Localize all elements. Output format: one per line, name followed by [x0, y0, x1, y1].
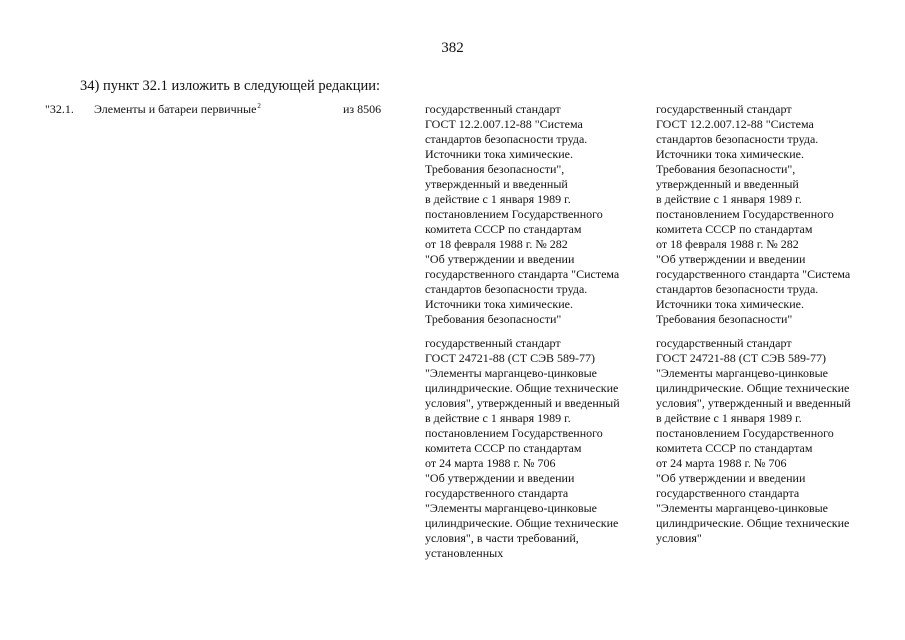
standard-line: "Элементы марганцево-цинковые: [425, 366, 598, 380]
standard-line: в действие с 1 января 1989 г.: [425, 411, 571, 425]
standard-line: цилиндрические. Общие технические: [656, 381, 850, 395]
standard-line: "Элементы марганцево-цинковые: [425, 501, 598, 515]
standard-line: "Элементы марганцево-цинковые: [656, 501, 829, 515]
standard-line: условия", утвержденный и введенный: [656, 396, 851, 410]
left-standards-column: [425, 102, 650, 561]
standard-line: Источники тока химические.: [425, 297, 573, 311]
standard-line: постановлением Государственного: [425, 207, 603, 221]
standard-line: государственного стандарта "Система: [425, 267, 620, 281]
footnote-marker: 2: [257, 102, 261, 110]
standard-line: условия": [656, 531, 702, 545]
standard-line: комитета СССР по стандартам: [656, 441, 813, 455]
standard-line: цилиндрические. Общие технические: [425, 381, 619, 395]
standard-line: от 24 марта 1988 г. № 706: [656, 456, 787, 470]
standard-line: государственный стандарт: [656, 102, 792, 116]
standard-line: в действие с 1 января 1989 г.: [656, 411, 802, 425]
standard-line: комитета СССР по стандартам: [425, 441, 582, 455]
standard-line: Источники тока химические.: [425, 147, 573, 161]
standard-line: государственный стандарт: [425, 102, 561, 116]
standard-line: стандартов безопасности труда.: [656, 132, 819, 146]
standard-line: ГОСТ 24721-88 (СТ СЭВ 589-77): [656, 351, 827, 365]
standard-line: постановлением Государственного: [425, 426, 603, 440]
standard-line: государственного стандарта: [425, 486, 569, 500]
standard-line: цилиндрические. Общие технические: [425, 516, 619, 530]
standard-line: Требования безопасности",: [656, 162, 796, 176]
standard-line: утвержденный и введенный: [656, 177, 799, 191]
standard-line: комитета СССР по стандартам: [656, 222, 813, 236]
standard-line: Требования безопасности",: [425, 162, 565, 176]
standard-line: стандартов безопасности труда.: [425, 132, 588, 146]
right-standards-column: [656, 102, 881, 546]
standard-line: государственный стандарт: [656, 336, 792, 350]
standard-line: "Об утверждении и введении: [425, 252, 575, 266]
standard-line: утвержденный и введенный: [425, 177, 568, 191]
standard-line: условия", утвержденный и введенный: [425, 396, 620, 410]
item-number: "32.1.: [45, 102, 74, 116]
standard-line: от 18 февраля 1988 г. № 282: [656, 237, 799, 251]
standard-line: Источники тока химические.: [656, 147, 804, 161]
right-standard-block-1: [656, 102, 881, 327]
standard-line: от 18 февраля 1988 г. № 282: [425, 237, 568, 251]
standard-line: государственный стандарт: [425, 336, 561, 350]
item-name-cell: [94, 102, 261, 117]
standard-line: в действие с 1 января 1989 г.: [425, 192, 571, 206]
left-standard-block-1: [425, 102, 650, 327]
standard-line: стандартов безопасности труда.: [425, 282, 588, 296]
standard-line: комитета СССР по стандартам: [425, 222, 582, 236]
standard-line: ГОСТ 12.2.007.12-88 "Система: [656, 117, 814, 131]
standard-line: условия", в части требований,: [425, 531, 579, 545]
standard-line: "Об утверждении и введении: [425, 471, 575, 485]
standard-line: Требования безопасности": [425, 312, 562, 326]
standard-line: Источники тока химические.: [656, 297, 804, 311]
standard-line: ГОСТ 24721-88 (СТ СЭВ 589-77): [425, 351, 596, 365]
standard-line: "Элементы марганцево-цинковые: [656, 366, 829, 380]
page-number: 382: [441, 40, 464, 56]
standard-line: в действие с 1 января 1989 г.: [656, 192, 802, 206]
standard-line: установленных: [425, 546, 504, 560]
left-standard-block-2: [425, 336, 650, 561]
standard-line: "Об утверждении и введении: [656, 471, 806, 485]
standard-line: цилиндрические. Общие технические: [656, 516, 850, 530]
amendment-heading: 34) пункт 32.1 изложить в следующей редакции:: [80, 78, 380, 94]
standard-line: Требования безопасности": [656, 312, 793, 326]
standard-line: постановлением Государственного: [656, 426, 834, 440]
right-standard-block-2: [656, 336, 881, 546]
standard-line: стандартов безопасности труда.: [656, 282, 819, 296]
standard-line: "Об утверждении и введении: [656, 252, 806, 266]
standard-line: государственного стандарта "Система: [656, 267, 851, 281]
item-code: из 8506: [343, 102, 382, 116]
standard-line: государственного стандарта: [656, 486, 800, 500]
standard-line: ГОСТ 12.2.007.12-88 "Система: [425, 117, 583, 131]
standard-line: от 24 марта 1988 г. № 706: [425, 456, 556, 470]
item-name: Элементы и батареи первичные: [94, 102, 257, 116]
standard-line: постановлением Государственного: [656, 207, 834, 221]
